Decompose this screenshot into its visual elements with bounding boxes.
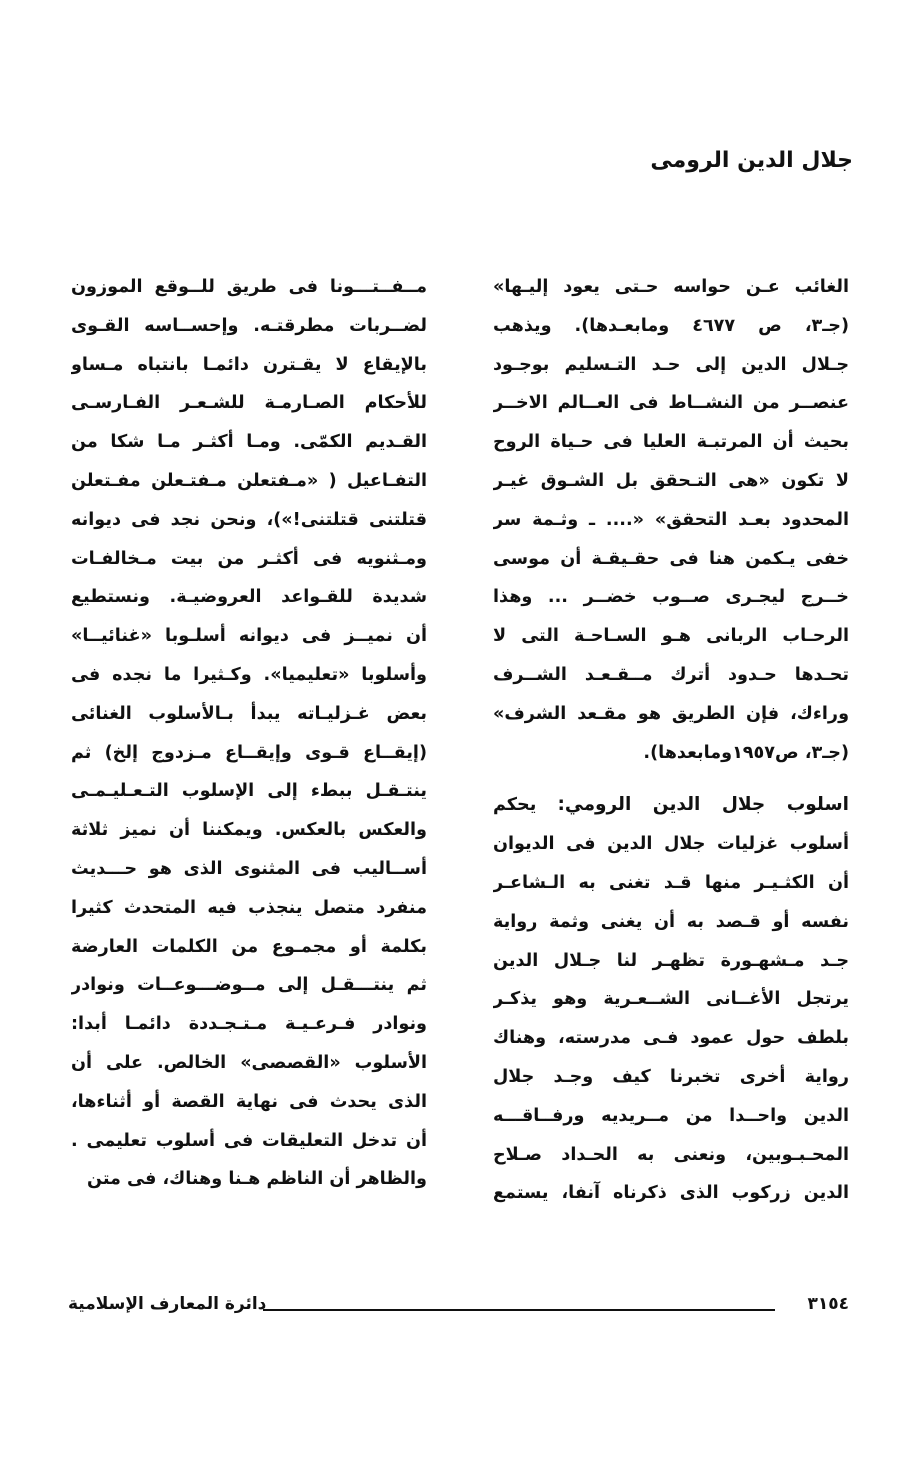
section-subheading: اسلوب جلال الدين الرومي:: [557, 794, 849, 816]
text-line: ونوادر فـرعـيـة مـتـجـددة دائمـا أبدا:: [71, 1014, 427, 1035]
text-line: بعض غـزليـاته يبدأ بـالأسلوب الغنائى: [71, 703, 427, 724]
text-line: المحدود بعـد التحقق» «.... ـ وثـمة سر: [493, 509, 849, 530]
text-line: ينتـقـل ببطء إلى الإسلوب التـعـليـمـى: [71, 781, 427, 802]
text-line: بحيث أن المرتبـة العليا فى حـياة الروح: [493, 432, 849, 453]
text-line: لضــربات مطرقتـه. وإحســاسه القـوى: [71, 315, 427, 336]
text-line: خــرج ليجـرى صــوب خضــر ... وهذا: [493, 587, 849, 608]
text-line: جـلال الدين إلى حـد التـسليم بوجـود: [493, 354, 849, 375]
paragraph-gap: [493, 772, 849, 786]
text-line-with-subheading: [493, 786, 849, 825]
text-line: رواية أخرى تخبرنا كيف وجـد جلال: [493, 1066, 849, 1087]
text-line: بكلمة أو مجمـوع من الكلمات العارضة: [71, 936, 427, 957]
text-line: أن الكثـيـر منها قـد تغنى به الـشاعـر: [493, 872, 849, 893]
text-line: خفى يـكمن هنا فى حقـيقـة أن موسى: [493, 548, 849, 569]
text-line: والعكس بالعكس. ويمكننا أن نميز ثلاثة: [71, 820, 427, 841]
text-line: أســاليب فى المثنوى الذى هو حـــديث: [71, 858, 427, 879]
left-column: [71, 268, 427, 1199]
text-line: أسلوب غزليات جلال الدين فى الديوان: [493, 834, 849, 855]
text-line: أن نميــز فى ديوانه أسلـوبا «غنائيــا»: [71, 626, 427, 647]
text-line: (جـ٣، ص١٩٥٧ومابعدها).: [643, 742, 849, 763]
text-line: يرتجل الأغــانى الشــعـرية وهو يذكـر: [493, 989, 849, 1010]
text-line: والظاهر أن الناظم هـنا وهناك، فى متن: [86, 1169, 427, 1190]
text-line: المحـبـوبين، ونعنى به الحـداد صـلاح: [493, 1144, 849, 1165]
text-line: تحـدها حـدود أترك مــقـعـد الشــرف: [493, 664, 849, 685]
text-line: أن تدخل التعليقات فى أسلوب تعليمى .: [71, 1130, 427, 1151]
text-line: جـد مـشهـورة تظهـر لنا جـلال الدين: [493, 950, 849, 971]
text-line: وأسلوبا «تعليميا». وكـثيرا ما نجده فى: [71, 664, 427, 685]
paragraph-2: [493, 786, 849, 1213]
text-line: شديدة للقـواعد العروضيـة. ونستطيع: [71, 587, 427, 608]
text-line: بالإيقاع لا يقـترن دائمـا بانتباه مـساو: [71, 354, 427, 375]
text-line: (جـ٣، ص ٤٦٧٧ ومابعـدها). ويذهب: [493, 315, 849, 336]
text-line: ومـثنويه فى أكثـر من بيت مـخالفـات: [71, 548, 427, 569]
text-line: القـديم الكمّى. ومـا أكثـر مـا شكا من: [71, 432, 427, 453]
text-line: ثم ينتـــقـل إلى مــوضـــوعــات ونوادر: [71, 975, 427, 996]
footer-rule: [263, 1309, 775, 1311]
text-line: الغائب عـن حواسه حـتى يعود إليـها»: [493, 277, 849, 297]
text-line: الدين واحــدا من مــريديه ورفــاقـــه: [493, 1105, 849, 1126]
text-line: وراءك، فإن الطريق هو مقـعد الشرف»: [493, 703, 849, 724]
text-line: التفـاعيل ( «مـفتعلن مـفتـعلن مفـتعلن: [71, 470, 427, 491]
page-header-title: جلال الدين الرومى: [650, 148, 853, 173]
text-line: لا تكون «هى التـحقق بل الشـوق غيـر: [493, 470, 849, 491]
text-line: قتلتنى قتلتنى!»)، ونحن نجد فى ديوانه: [71, 509, 427, 530]
paragraph-1: [493, 268, 849, 772]
text-line: منفرد متصل ينجذب فيه المتحدث كثيرا: [71, 897, 427, 918]
text-line: بلطف حول عمود فـى مدرسته، وهناك: [493, 1028, 849, 1049]
text-line: الأسلوب «القصصى» الخالص. على أن: [71, 1052, 427, 1073]
page-number: ٣١٥٤: [807, 1294, 849, 1314]
text-line: الرحـاب الربانى هـو السـاحـة التى لا: [493, 626, 849, 647]
text-line: الدين زركوب الذى ذكرناه آنفا، يستمع: [493, 1183, 849, 1204]
text-fragment: يحكم: [493, 795, 537, 816]
right-column: [493, 268, 849, 1213]
text-line: للأحكام الصـارمـة للشـعـر الفـارسـى: [71, 393, 427, 414]
text-line: مــفــتـــونا فى طريق للــوقع الموزون: [71, 277, 427, 297]
text-line: نفسه أو قـصد به أن يغنى وثمة رواية: [493, 911, 849, 932]
text-line: الذى يحدث فى نهاية القصة أو أثناءها،: [71, 1091, 427, 1112]
text-line: (إيقــاع قـوى وإيقــاع مـزدوج إلخ) ثم: [71, 742, 427, 763]
text-line: عنصــر من النشــاط فى العــالم الاخــر: [493, 393, 849, 414]
journal-name: دائرة المعارف الإسلامية: [68, 1294, 267, 1314]
page-footer: [68, 1294, 849, 1322]
